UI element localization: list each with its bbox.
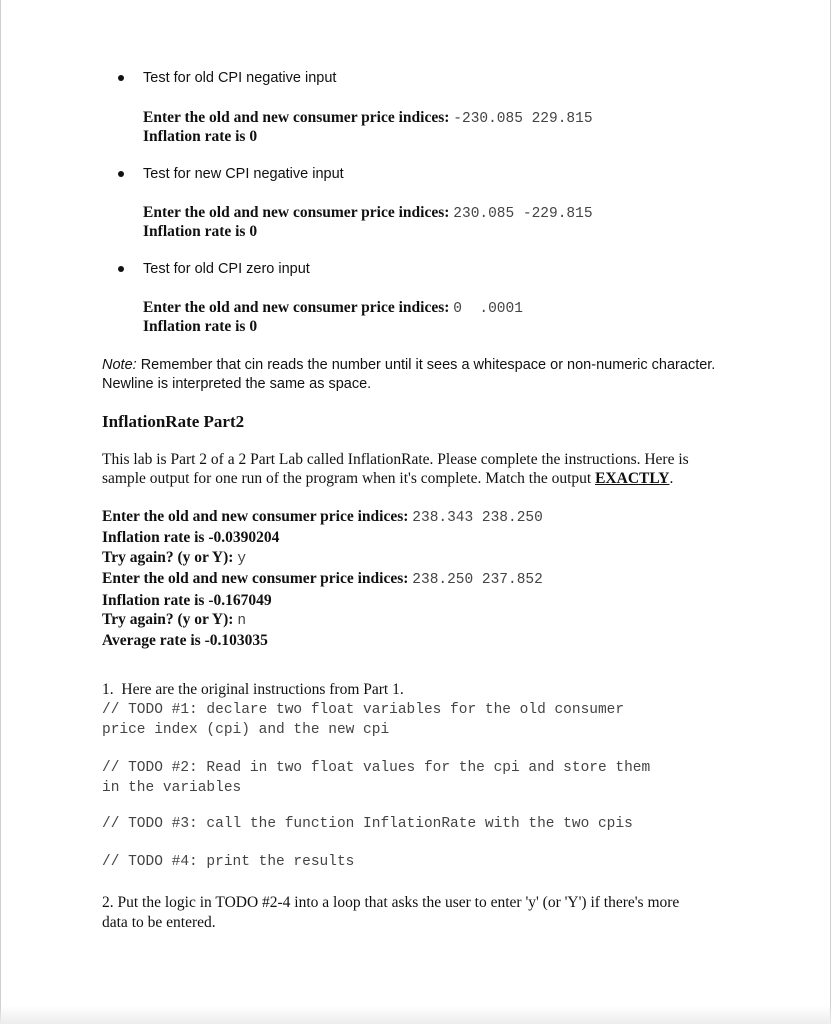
bullet-dot — [118, 75, 124, 81]
todo-4: // TODO #4: print the results — [102, 854, 355, 870]
sample-prompt-line — [143, 204, 593, 222]
emphasis-exactly: EXACTLY — [595, 470, 670, 487]
sample-output-label: Try again? (y or Y): — [102, 548, 234, 566]
sample-output-line — [102, 507, 543, 528]
sample-output-line — [102, 610, 543, 631]
sample-output-label: Average rate is -0.103035 — [102, 632, 268, 650]
note-line-2: Newline is interpreted the same as space. — [102, 376, 372, 392]
prompt-input: 0 .0001 — [453, 301, 523, 317]
step-1-text: 1. Here are the original instructions from Part 1. — [102, 681, 404, 698]
sample-output-label: Enter the old and new consumer price indices: — [102, 570, 409, 588]
sample-prompt-line — [143, 299, 523, 317]
sample-output-value: 238.343 238.250 — [412, 510, 543, 526]
step-2-paragraph — [102, 893, 679, 932]
section-heading: InflationRate Part2 — [102, 412, 245, 431]
todo-1 — [102, 701, 624, 740]
todo-2 — [102, 759, 650, 798]
bullet-title: Test for old CPI zero input — [143, 261, 310, 277]
sample-output-value: y — [237, 550, 247, 567]
note-text: Remember that cin reads the number until it sees a whitespace or non-numeric character. — [136, 357, 716, 373]
prompt-input: -230.085 229.815 — [453, 111, 593, 127]
todo-1-line-1: // TODO #1: declare two float variables for the old consumer — [102, 702, 625, 718]
sample-output-line — [102, 591, 543, 610]
step-2-line-1: 2. Put the logic in TODO #2-4 into a loop that asks the user to enter 'y' (or 'Y') if there's more — [102, 894, 680, 911]
sample-output-value: 238.250 237.852 — [412, 572, 543, 589]
intro-paragraph — [102, 450, 689, 488]
todo-3: // TODO #3: call the function InflationRate with the two cpis — [102, 816, 633, 832]
note-label: Note: — [102, 357, 137, 373]
intro-line-2 — [102, 469, 689, 488]
page-left-edge — [0, 0, 1, 1024]
sample-output-value: n — [237, 613, 247, 630]
result-line: Inflation rate is 0 — [143, 223, 258, 240]
todo-2-line-1: // TODO #2: Read in two float values for the cpi and store them — [102, 760, 651, 776]
sample-output-line — [102, 569, 543, 590]
todo-1-line-2: price index (cpi) and the new cpi — [102, 721, 390, 738]
sample-prompt-line — [143, 109, 593, 127]
sample-output-line — [102, 528, 543, 547]
result-line: Inflation rate is 0 — [143, 128, 258, 145]
sample-output-line — [102, 631, 543, 650]
todo-2-line-2: in the variables — [102, 779, 242, 796]
sample-output-label: Enter the old and new consumer price indices: — [102, 508, 409, 525]
step-2-line-2: data to be entered. — [102, 913, 216, 931]
result-line: Inflation rate is 0 — [143, 318, 258, 335]
sample-output-label: Try again? (y or Y): — [102, 611, 234, 629]
bullet-title: Test for new CPI negative input — [143, 166, 344, 182]
sample-output-block — [102, 507, 543, 651]
prompt-input: 230.085 -229.815 — [453, 206, 593, 222]
sample-output-line — [102, 548, 543, 569]
page-bottom-shadow — [0, 1006, 831, 1024]
note-paragraph — [102, 356, 715, 394]
bullet-title: Test for old CPI negative input — [143, 70, 337, 86]
intro-line-2-text: sample output for one run of the program when it's complete. Match the output — [102, 470, 596, 487]
prompt-label: Enter the old and new consumer price indices: — [143, 204, 450, 221]
bullet-dot — [118, 266, 124, 272]
bullet-dot — [118, 171, 124, 177]
intro-line-2-end: . — [669, 470, 674, 487]
sample-output-label: Inflation rate is -0.167049 — [102, 591, 272, 609]
note-line-1 — [102, 356, 715, 375]
prompt-label: Enter the old and new consumer price indices: — [143, 109, 450, 126]
prompt-label: Enter the old and new consumer price indices: — [143, 299, 450, 316]
intro-line-1: This lab is Part 2 of a 2 Part Lab called InflationRate. Please complete the instructions. Here is — [102, 451, 689, 468]
sample-output-label: Inflation rate is -0.0390204 — [102, 529, 280, 547]
